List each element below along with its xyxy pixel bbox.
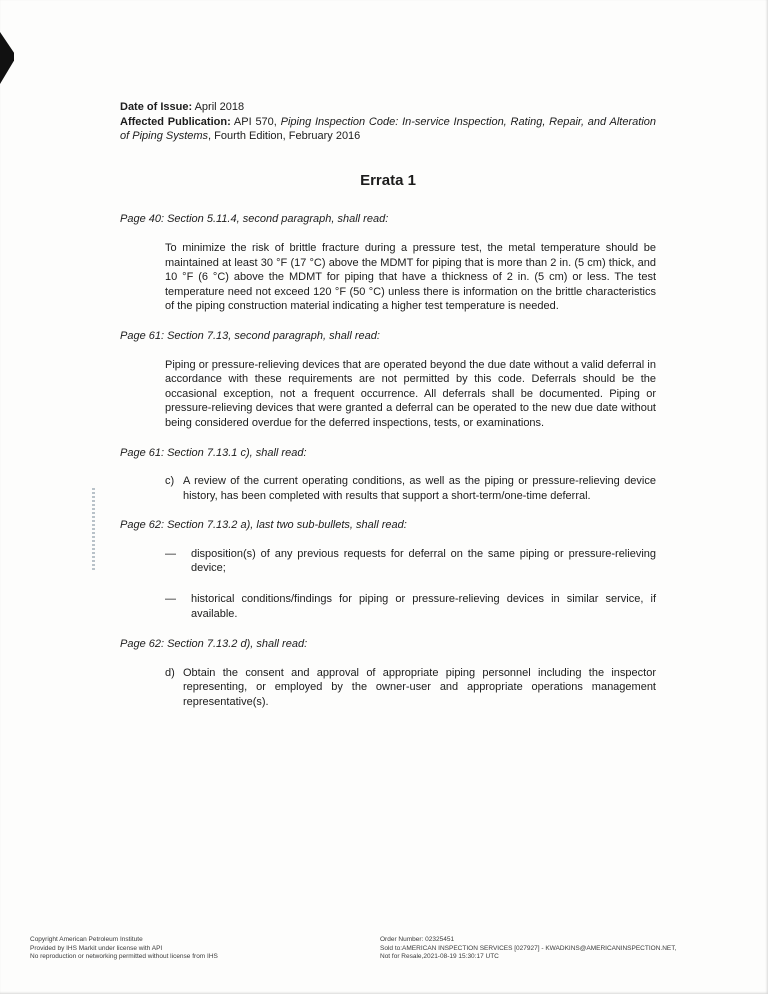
- bullet-item: [165, 547, 656, 576]
- section-heading: Page 62: Section 7.13.2 d), shall read:: [120, 638, 308, 651]
- date-of-issue-label: Date of Issue:: [120, 101, 193, 113]
- list-item: [165, 666, 656, 710]
- page-title: Errata 1: [360, 171, 416, 189]
- list-item: [165, 474, 656, 503]
- affected-publication-post: , Fourth Edition, February 2016: [208, 130, 361, 143]
- footer-line: Provided by IHS Markit under license with API: [30, 944, 163, 952]
- section-body: To minimize the risk of brittle fracture during a pressure test, the metal temperature should be maintained at least 30 °F (17 °C) above the MDMT for piping that is more than 2 in. (5 cm) thick, and 10 °F (6 °C) above the MDMT for piping that have a thickness of 2 in. (5 cm) or less. The test temperature need not exceed 120 °F (50 °C) unless there is information on the brittle characteristics of the piping construction material indicating a higher test temperature is needed.: [165, 241, 656, 313]
- bullet-text: historical conditions/findings for piping or pressure-relieving devices in similar service, if available.: [191, 593, 656, 620]
- bullet-text: disposition(s) of any previous requests for deferral on the same piping or pressure-relieving device;: [191, 547, 656, 575]
- list-item-text: A review of the current operating conditions, as well as the piping or pressure-relieving device history, has been completed with results that support a short-term/one-time deferral.: [183, 475, 656, 502]
- bullet-marker: —: [165, 547, 176, 560]
- list-marker: c): [165, 475, 175, 488]
- section-heading: Page 61: Section 7.13, second paragraph, shall read:: [120, 329, 380, 342]
- affected-publication-title: Piping Inspection Code: In-service Inspection, Rating, Repair, and Alteration of Piping Systems: [120, 115, 656, 143]
- footer-line: Sold to:AMERICAN INSPECTION SERVICES [027927] - KWADKINS@AMERICANINSPECTION.NET,: [380, 944, 677, 952]
- footer-line: No reproduction or networking permitted without license from IHS: [30, 953, 218, 960]
- bullet-item: [165, 592, 656, 621]
- scan-artifact: [0, 32, 14, 84]
- footer-copyright-block: [30, 936, 350, 962]
- section-heading: Page 62: Section 7.13.2 a), last two sub-bullets, shall read:: [120, 519, 407, 532]
- margin-watermark: [92, 488, 95, 572]
- bullet-marker: —: [165, 593, 176, 606]
- document-content: [120, 100, 656, 724]
- date-of-issue-line: [120, 100, 656, 115]
- list-item-text: Obtain the consent and approval of appropriate piping personnel including the inspector representing, or employed by the owner-user and appropriate operations management representative(s).: [183, 666, 656, 709]
- affected-publication-line: [120, 115, 656, 144]
- section-heading: Page 61: Section 7.13.1 c), shall read:: [120, 446, 307, 459]
- footer-line: Copyright American Petroleum Institute: [30, 936, 143, 943]
- document-header: [120, 100, 656, 144]
- footer-line: Order Number: 02325451: [380, 936, 455, 943]
- list-marker: d): [165, 666, 175, 679]
- affected-publication-label: Affected Publication:: [120, 115, 231, 128]
- section-body: Piping or pressure-relieving devices that are operated beyond the due date without a valid deferral in accordance with these requirements are not permitted by this code. Deferrals should be the occasional exception, not a frequent occurrence. All deferrals shall be documented. Piping or pressure-relieving devices that were granted a deferral can be operated to the new due date without being considered overdue for the deferred inspections, tests, or examinations.: [165, 358, 656, 429]
- footer-order-block: [380, 936, 740, 962]
- affected-publication-pre: API 570,: [230, 115, 281, 128]
- section-heading: Page 40: Section 5.11.4, second paragraph, shall read:: [120, 213, 389, 226]
- footer-line: Not for Resale,2021-08-19 15:30:17 UTC: [380, 953, 499, 960]
- date-of-issue-value: April 2018: [192, 101, 245, 113]
